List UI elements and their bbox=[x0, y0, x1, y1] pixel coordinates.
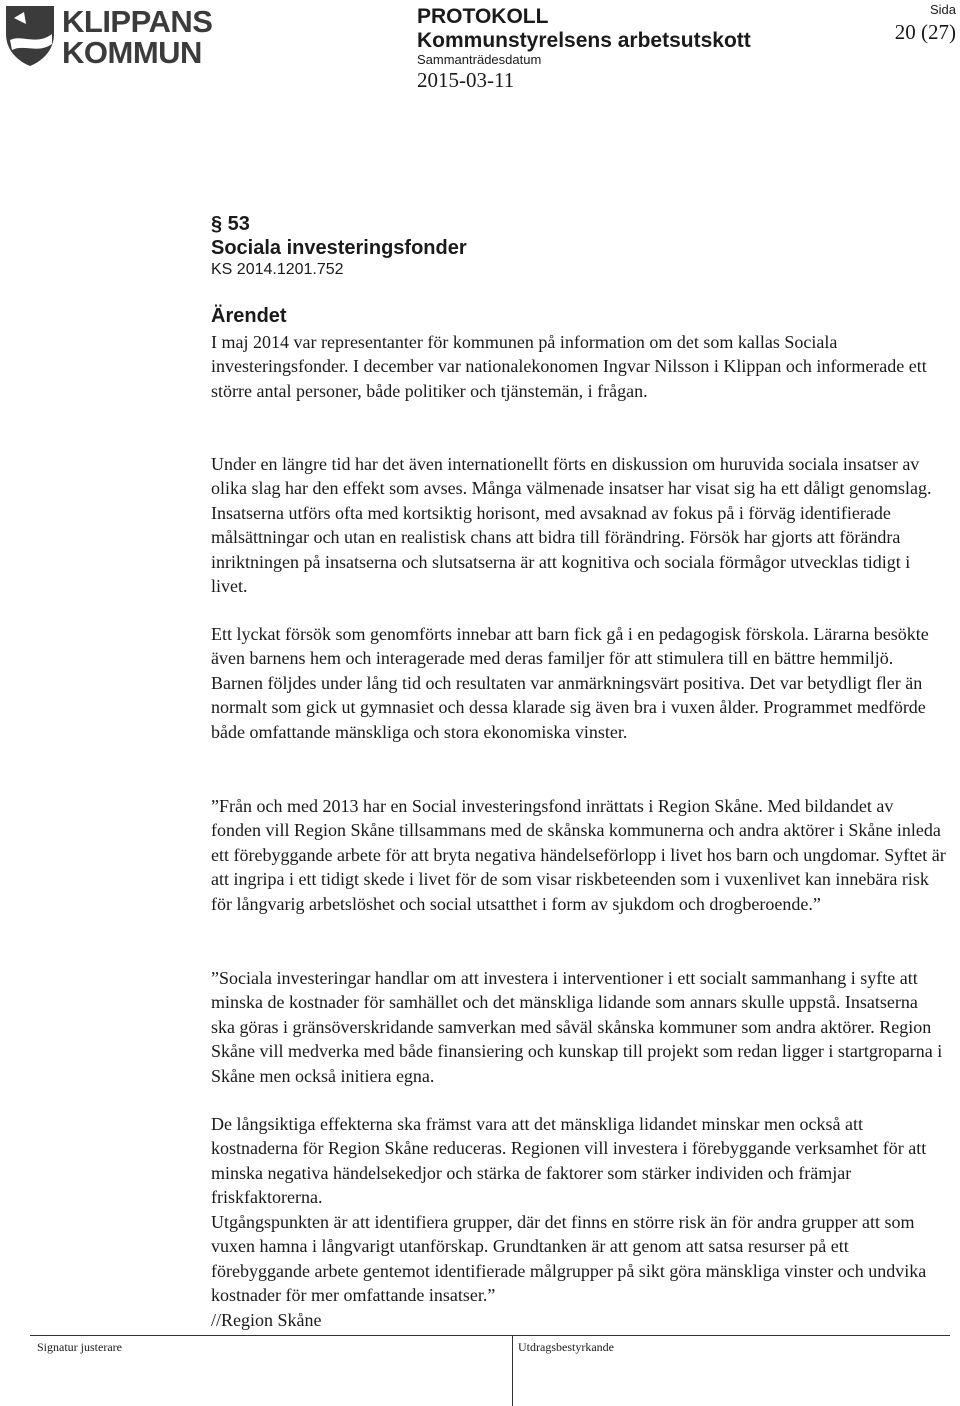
section-title: Sociala investeringsfonder bbox=[211, 237, 467, 259]
paragraph: Ett lyckat försök som genomförts innebar att barn fick gå i en pedagogisk förskola. Lärarna besökte även barnens hem och interagerade med deras familjer för att stimulera till en bättre hemmiljö. Barnen följdes under lång tid och resultaten var anmärkningsvärt positiva. Det var betydligt fler än normalt som gick ut gymnasiet och dessa klarade sig även bra i vuxen ålder. Programmet medförde både omfattande mänskliga och stora ekonomiska vinster. bbox=[211, 624, 929, 742]
meeting-date-label: Sammanträdesdatum bbox=[417, 52, 542, 67]
meeting-date: 2015-03-11 bbox=[417, 68, 515, 92]
subheading-arendet: Ärendet bbox=[211, 305, 287, 327]
committee-name: Kommunstyrelsens arbetsutskott bbox=[417, 29, 751, 52]
page-label: Sida bbox=[929, 2, 956, 17]
footer-divider bbox=[30, 1335, 950, 1336]
paragraph-quote: De långsiktiga effekterna ska främst vara att det mänskliga lidandet minskar men också att kostnaderna för Region Skåne reduceras. Regionen vill investera i förebyggande verksamhet för att minska negativa händelsekedjor och stärka de faktorer som stärker individen och främjar friskfaktorerna. bbox=[211, 1114, 927, 1208]
section-number: § 53 bbox=[211, 213, 250, 235]
certification-label: Utdragsbestyrkande bbox=[518, 1340, 614, 1354]
logo-line-1: KLIPPANS bbox=[62, 4, 213, 39]
logo-line-2: KOMMUN bbox=[62, 35, 202, 70]
paragraph-quote: ”Sociala investeringar handlar om att investera i interventioner i ett socialt sammanhang i syfte att minska de kostnader för samhället och det mänskliga lidande som annars skulle uppstå. Insatserna ska göras i gränsöverskridande samverkan med såväl skånska kommuner som andra aktörer. Region Skåne vill medverka med både finansiering och kunskap till projekt som redan ligger i startgroparna i Skåne men också initiera egna. bbox=[211, 968, 943, 1086]
document-type: PROTOKOLL bbox=[417, 5, 549, 28]
paragraph-quote: Utgångspunkten är att identifiera grupper, där det finns en större risk än för andra grupper att som vuxen hamna i långvarigt utanförskap. Grundtanken är att genom att satsa resurser på ett förebyggande arbete gentemot identifierade målgrupper på sikt göra mänskliga vinster och undvika kostnader för mer omfattande insatser.” bbox=[211, 1212, 927, 1306]
page-number: 20 (27) bbox=[894, 20, 956, 44]
case-number: KS 2014.1201.752 bbox=[211, 261, 344, 278]
paragraph-quote: ”Från och med 2013 har en Social investeringsfond inrättats i Region Skåne. Med bildandet av fonden vill Region Skåne tillsammans med de skånska kommunerna och andra aktörer i Skåne inleda ett förebyggande arbete för att bryta negativa händelseförlopp i livet hos barn och ungdomar. Syftet är att ingripa i ett tidigt skede i livet för de som visar riskbeteenden som i vuxenlivet kan innebära risk för långvarig arbetslöshet och social utsatthet i form av sjukdom och drogberoende.” bbox=[211, 796, 946, 914]
footer-column-divider bbox=[512, 1335, 513, 1406]
municipality-logo bbox=[2, 4, 216, 70]
paragraph: I maj 2014 var representanter för kommunen på information om det som kallas Sociala investeringsfonder. I december var nationalekonomen Ingvar Nilsson i Klippan och informerade ett större antal personer, både politiker och tjänstemän, i frågan. bbox=[211, 332, 927, 401]
logo-text bbox=[62, 6, 222, 68]
shield-logo-icon bbox=[2, 4, 58, 68]
paragraph: Under en längre tid har det även internationellt förts en diskussion om huruvida sociala insatser av olika slag har den effekt som avses. Många välmenade insatser har visat sig ha ett dåligt genomslag. Insatserna utförs ofta med kortsiktig horisont, med avsaknad av fokus på i förväg identifierade målsättningar och utan en realistisk chans att bidra till förändring. Försök har gjorts att förändra inriktningen på insatserna och slutsatserna är att kognitiva och sociala förmågor utvecklas tidigt i livet. bbox=[211, 454, 932, 597]
quote-source: //Region Skåne bbox=[211, 1310, 322, 1330]
signature-label: Signatur justerare bbox=[37, 1340, 122, 1354]
